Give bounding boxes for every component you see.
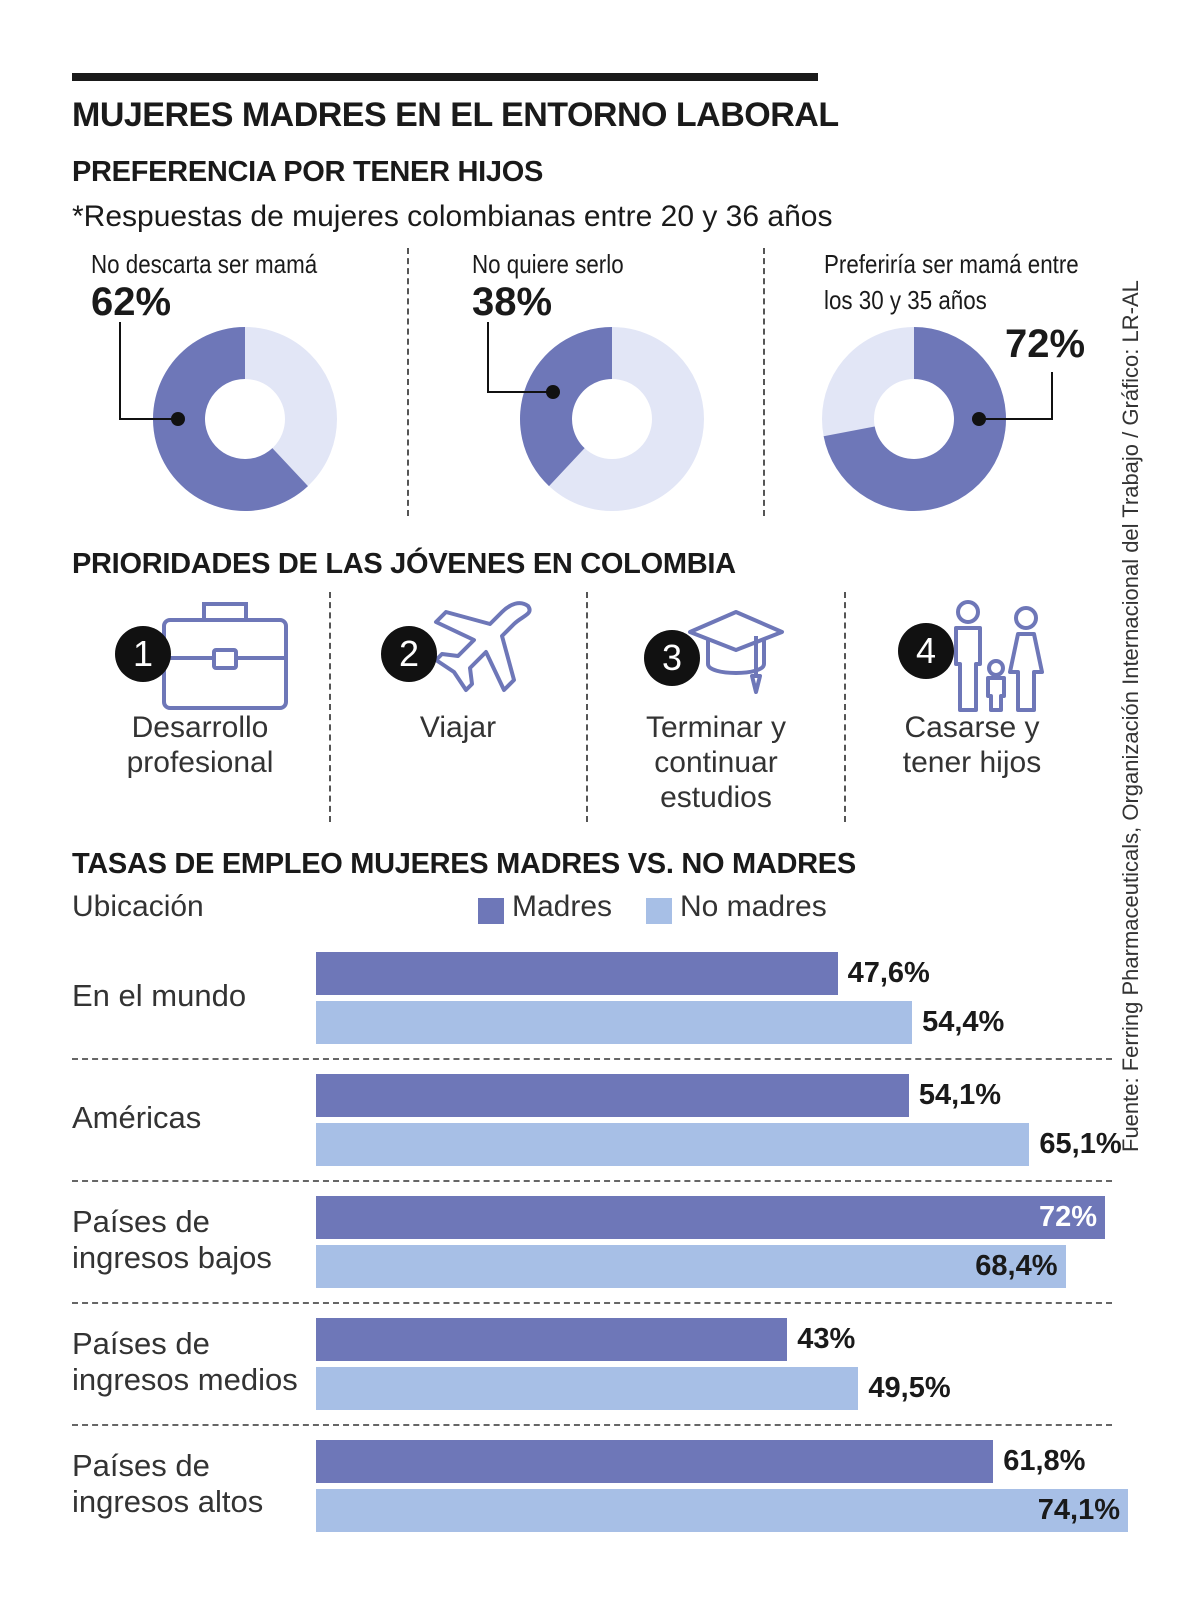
priority-2-badge: 2 <box>381 626 437 682</box>
priority-1-badge: 1 <box>115 626 171 682</box>
bar-value-label: 61,8% <box>1003 1445 1086 1477</box>
category-header: Ubicación <box>72 890 204 923</box>
category-label <box>72 1448 263 1520</box>
category-label-line: ingresos medios <box>72 1362 298 1397</box>
bar-madres <box>316 1440 993 1483</box>
category-label <box>72 1100 201 1136</box>
bar-value-label: 54,4% <box>922 1006 1005 1038</box>
donut-2-label: No quiere serlo <box>472 249 624 279</box>
source-note: Fuente: Ferring Pharmaceuticals, Organización Internacional del Trabajo / Gráfico: LR-AL <box>1118 280 1143 1152</box>
bar-no-madres <box>316 1001 912 1044</box>
section-subtitle: *Respuestas de mujeres colombianas entre 20 y 36 años <box>72 200 833 233</box>
priority-3-label-line: Terminar y <box>645 711 787 744</box>
priority-1-label-line: Desarrollo <box>131 711 269 744</box>
donut-3-label-line-2: los 30 y 35 años <box>824 285 987 315</box>
category-label-line: ingresos altos <box>72 1484 264 1519</box>
row-divider <box>72 1424 1112 1426</box>
bar-value-label: 74,1% <box>1037 1494 1120 1526</box>
bar-value-label: 49,5% <box>868 1372 951 1404</box>
section-heading-preferencia: PREFERENCIA POR TENER HIJOS <box>72 156 544 188</box>
bar-value-label: 68,4% <box>975 1250 1058 1282</box>
category-label-line: Países de <box>72 1204 210 1239</box>
bar-madres <box>316 952 838 995</box>
bar-value-label: 47,6% <box>847 957 930 989</box>
section-heading-tasas: TASAS DE EMPLEO MUJERES MADRES VS. NO MADRES <box>72 848 856 880</box>
bar-madres <box>316 1074 909 1117</box>
bar-value-label: 54,1% <box>918 1079 1002 1111</box>
category-label-line: ingresos bajos <box>72 1240 272 1275</box>
category-label-line: Américas <box>72 1100 202 1135</box>
donut-1-value: 62% <box>91 280 172 324</box>
donut-3-label-line-1: Preferiría ser mamá entre <box>824 249 1079 279</box>
priority-1-label-line: profesional <box>126 746 274 779</box>
bar-no-madres <box>316 1489 1128 1532</box>
bar-value-label: 43% <box>797 1323 856 1355</box>
legend-label-no-madres: No madres <box>680 890 827 923</box>
category-label <box>72 1326 298 1398</box>
bar-no-madres <box>316 1367 858 1410</box>
priority-3-badge: 3 <box>644 630 700 686</box>
category-label <box>72 978 246 1014</box>
row-divider <box>72 1180 1112 1182</box>
category-label-line: Países de <box>72 1326 210 1361</box>
donut-2-value: 38% <box>472 280 553 324</box>
row-divider <box>72 1302 1112 1304</box>
bar-madres <box>316 1318 787 1361</box>
page-title: MUJERES MADRES EN EL ENTORNO LABORAL <box>72 96 839 134</box>
bar-madres <box>316 1196 1105 1239</box>
legend-label-madres: Madres <box>512 890 613 923</box>
priority-3-label-line: estudios <box>660 781 772 814</box>
category-label-line: Países de <box>72 1448 210 1483</box>
priority-4-label-line: tener hijos <box>902 746 1042 779</box>
category-label <box>72 1204 272 1276</box>
section-heading-prioridades: PRIORIDADES DE LAS JÓVENES EN COLOMBIA <box>72 548 736 580</box>
bar-value-label: 65,1% <box>1039 1128 1122 1160</box>
donut-1-label: No descarta ser mamá <box>91 249 318 279</box>
priority-4-label-line: Casarse y <box>904 711 1040 744</box>
priority-2-label-line: Viajar <box>419 711 497 744</box>
donut-3-value: 72% <box>1005 322 1086 366</box>
bar-no-madres <box>316 1123 1029 1166</box>
category-label-line: En el mundo <box>72 978 247 1013</box>
bar-no-madres <box>316 1245 1066 1288</box>
priority-4-badge: 4 <box>898 623 954 679</box>
priority-3-label-line: continuar <box>654 746 778 779</box>
bar-value-label: 72% <box>1038 1201 1097 1233</box>
row-divider <box>72 1058 1112 1060</box>
